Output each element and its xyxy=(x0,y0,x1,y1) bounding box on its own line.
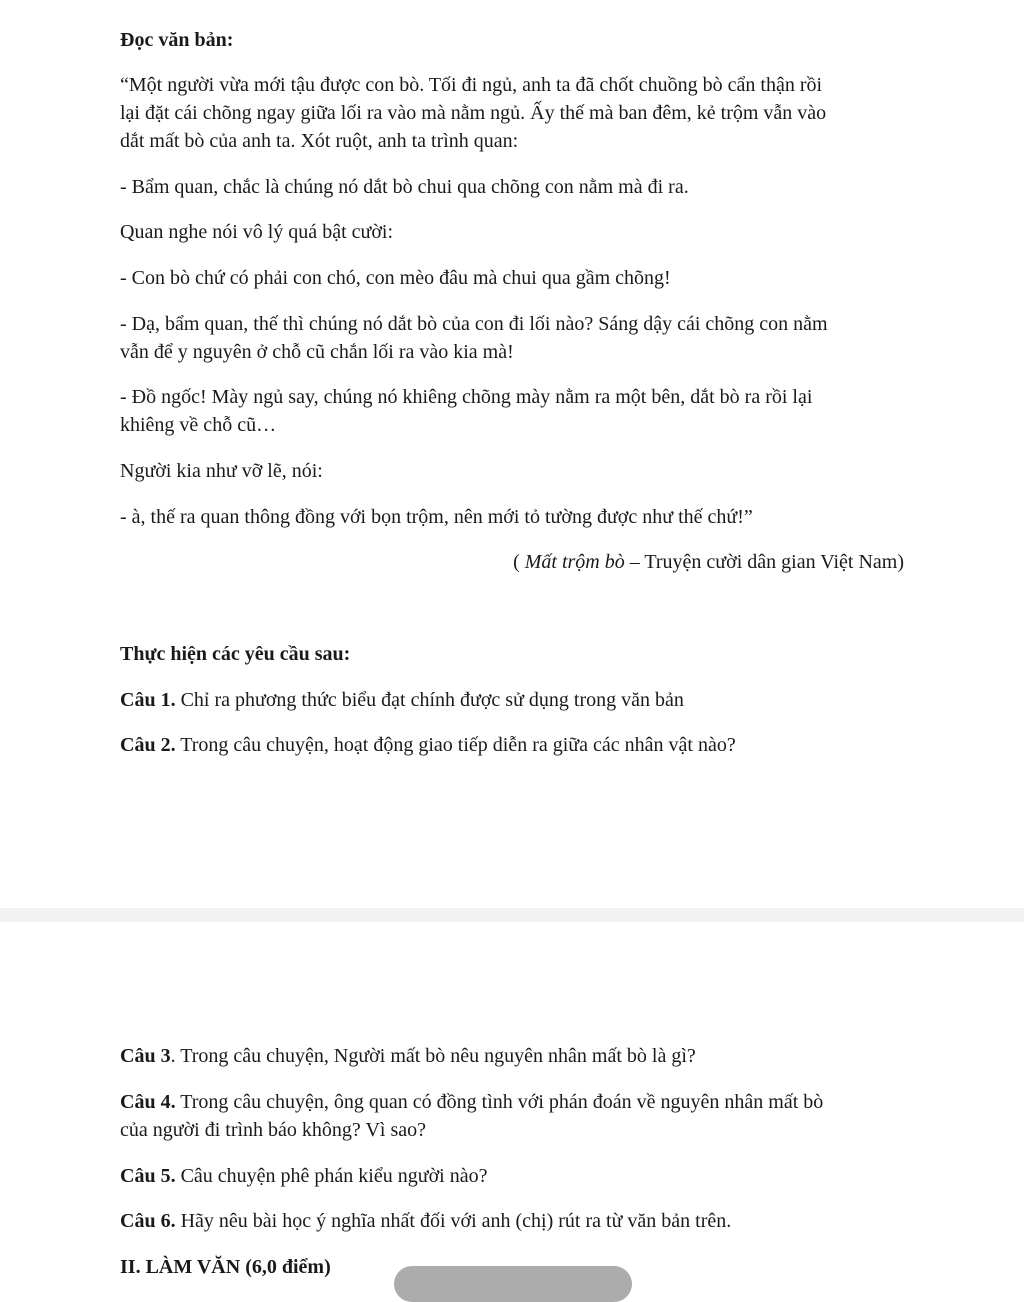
section-heading: II. LÀM VĂN (6,0 điểm) xyxy=(120,1256,331,1278)
question-4-text-1: Trong câu chuyện, ông quan có đồng tình với phán đoán về nguyên nhân mất bò xyxy=(175,1091,824,1113)
task-heading: Thực hiện các yêu cầu sau: xyxy=(120,643,351,665)
source-rest: – Truyện cười dân gian Việt Nam) xyxy=(624,551,904,573)
question-4-label: Câu 4. xyxy=(120,1091,176,1113)
document-page-2 xyxy=(0,922,1024,1280)
question-6-label: Câu 6. xyxy=(120,1210,176,1232)
question-5 xyxy=(120,1162,487,1190)
question-1 xyxy=(120,686,684,714)
story-paragraph-1-line-2: lại đặt cái chõng ngay giữa lối ra vào mà nằm ngủ. Ấy thế mà ban đêm, kẻ trộm vẫn vào xyxy=(120,102,827,124)
question-1-text: Chỉ ra phương thức biểu đạt chính được sử dụng trong văn bản xyxy=(175,689,684,711)
story-paragraph-6-line-1: - Đồ ngốc! Mày ngủ say, chúng nó khiêng chõng mày nằm ra một bên, dắt bò ra rồi lại xyxy=(120,386,813,408)
source-title: Mất trộm bò xyxy=(524,551,625,573)
story-paragraph-4: - Con bò chứ có phải con chó, con mèo đâu mà chui qua gầm chõng! xyxy=(120,267,671,289)
question-2 xyxy=(120,731,736,759)
story-paragraph-1-line-1: “Một người vừa mới tậu được con bò. Tối đi ngủ, anh ta đã chốt chuồng bò cẩn thận rồi xyxy=(120,74,823,96)
question-4-line-2: của người đi trình báo không? Vì sao? xyxy=(120,1119,426,1141)
question-1-label: Câu 1. xyxy=(120,689,176,711)
story-paragraph-5-line-2: vẫn để y nguyên ở chỗ cũ chắn lối ra vào kia mà! xyxy=(120,341,514,363)
question-5-label: Câu 5. xyxy=(120,1165,176,1187)
page-separator xyxy=(0,908,1024,922)
story-paragraph-6-line-2: khiêng về chỗ cũ… xyxy=(120,414,277,436)
story-paragraph-8: - à, thế ra quan thông đồng với bọn trộm, nên mới tỏ tường được như thế chứ!” xyxy=(120,506,753,528)
story-paragraph-3: Quan nghe nói vô lý quá bật cười: xyxy=(120,221,394,243)
question-6-text: Hãy nêu bài học ý nghĩa nhất đối với anh (chị) rút ra từ văn bản trên. xyxy=(175,1210,732,1232)
scroll-handle[interactable] xyxy=(394,1266,632,1302)
question-5-text: Câu chuyện phê phán kiểu người nào? xyxy=(175,1165,488,1187)
question-2-label: Câu 2. xyxy=(120,734,176,756)
question-3-label: Câu 3 xyxy=(120,1045,171,1067)
question-3-text: . Trong câu chuyện, Người mất bò nêu nguyên nhân mất bò là gì? xyxy=(170,1045,696,1067)
source-open: ( xyxy=(513,551,525,573)
story-paragraph-1-line-3: dắt mất bò của anh ta. Xót ruột, anh ta trình quan: xyxy=(120,130,519,152)
story-paragraph-5-line-1: - Dạ, bẩm quan, thế thì chúng nó dắt bò của con đi lối nào? Sáng dậy cái chõng con nằm xyxy=(120,313,828,335)
source-citation xyxy=(513,548,904,576)
story-paragraph-7: Người kia như vỡ lẽ, nói: xyxy=(120,460,323,482)
question-2-text: Trong câu chuyện, hoạt động giao tiếp diễn ra giữa các nhân vật nào? xyxy=(175,734,736,756)
story-paragraph-2: - Bẩm quan, chắc là chúng nó dắt bò chui qua chõng con nằm mà đi ra. xyxy=(120,176,689,198)
reading-heading: Đọc văn bản: xyxy=(120,29,234,51)
question-6 xyxy=(120,1207,731,1235)
question-3 xyxy=(120,1042,696,1070)
question-4-line-1 xyxy=(120,1088,823,1116)
